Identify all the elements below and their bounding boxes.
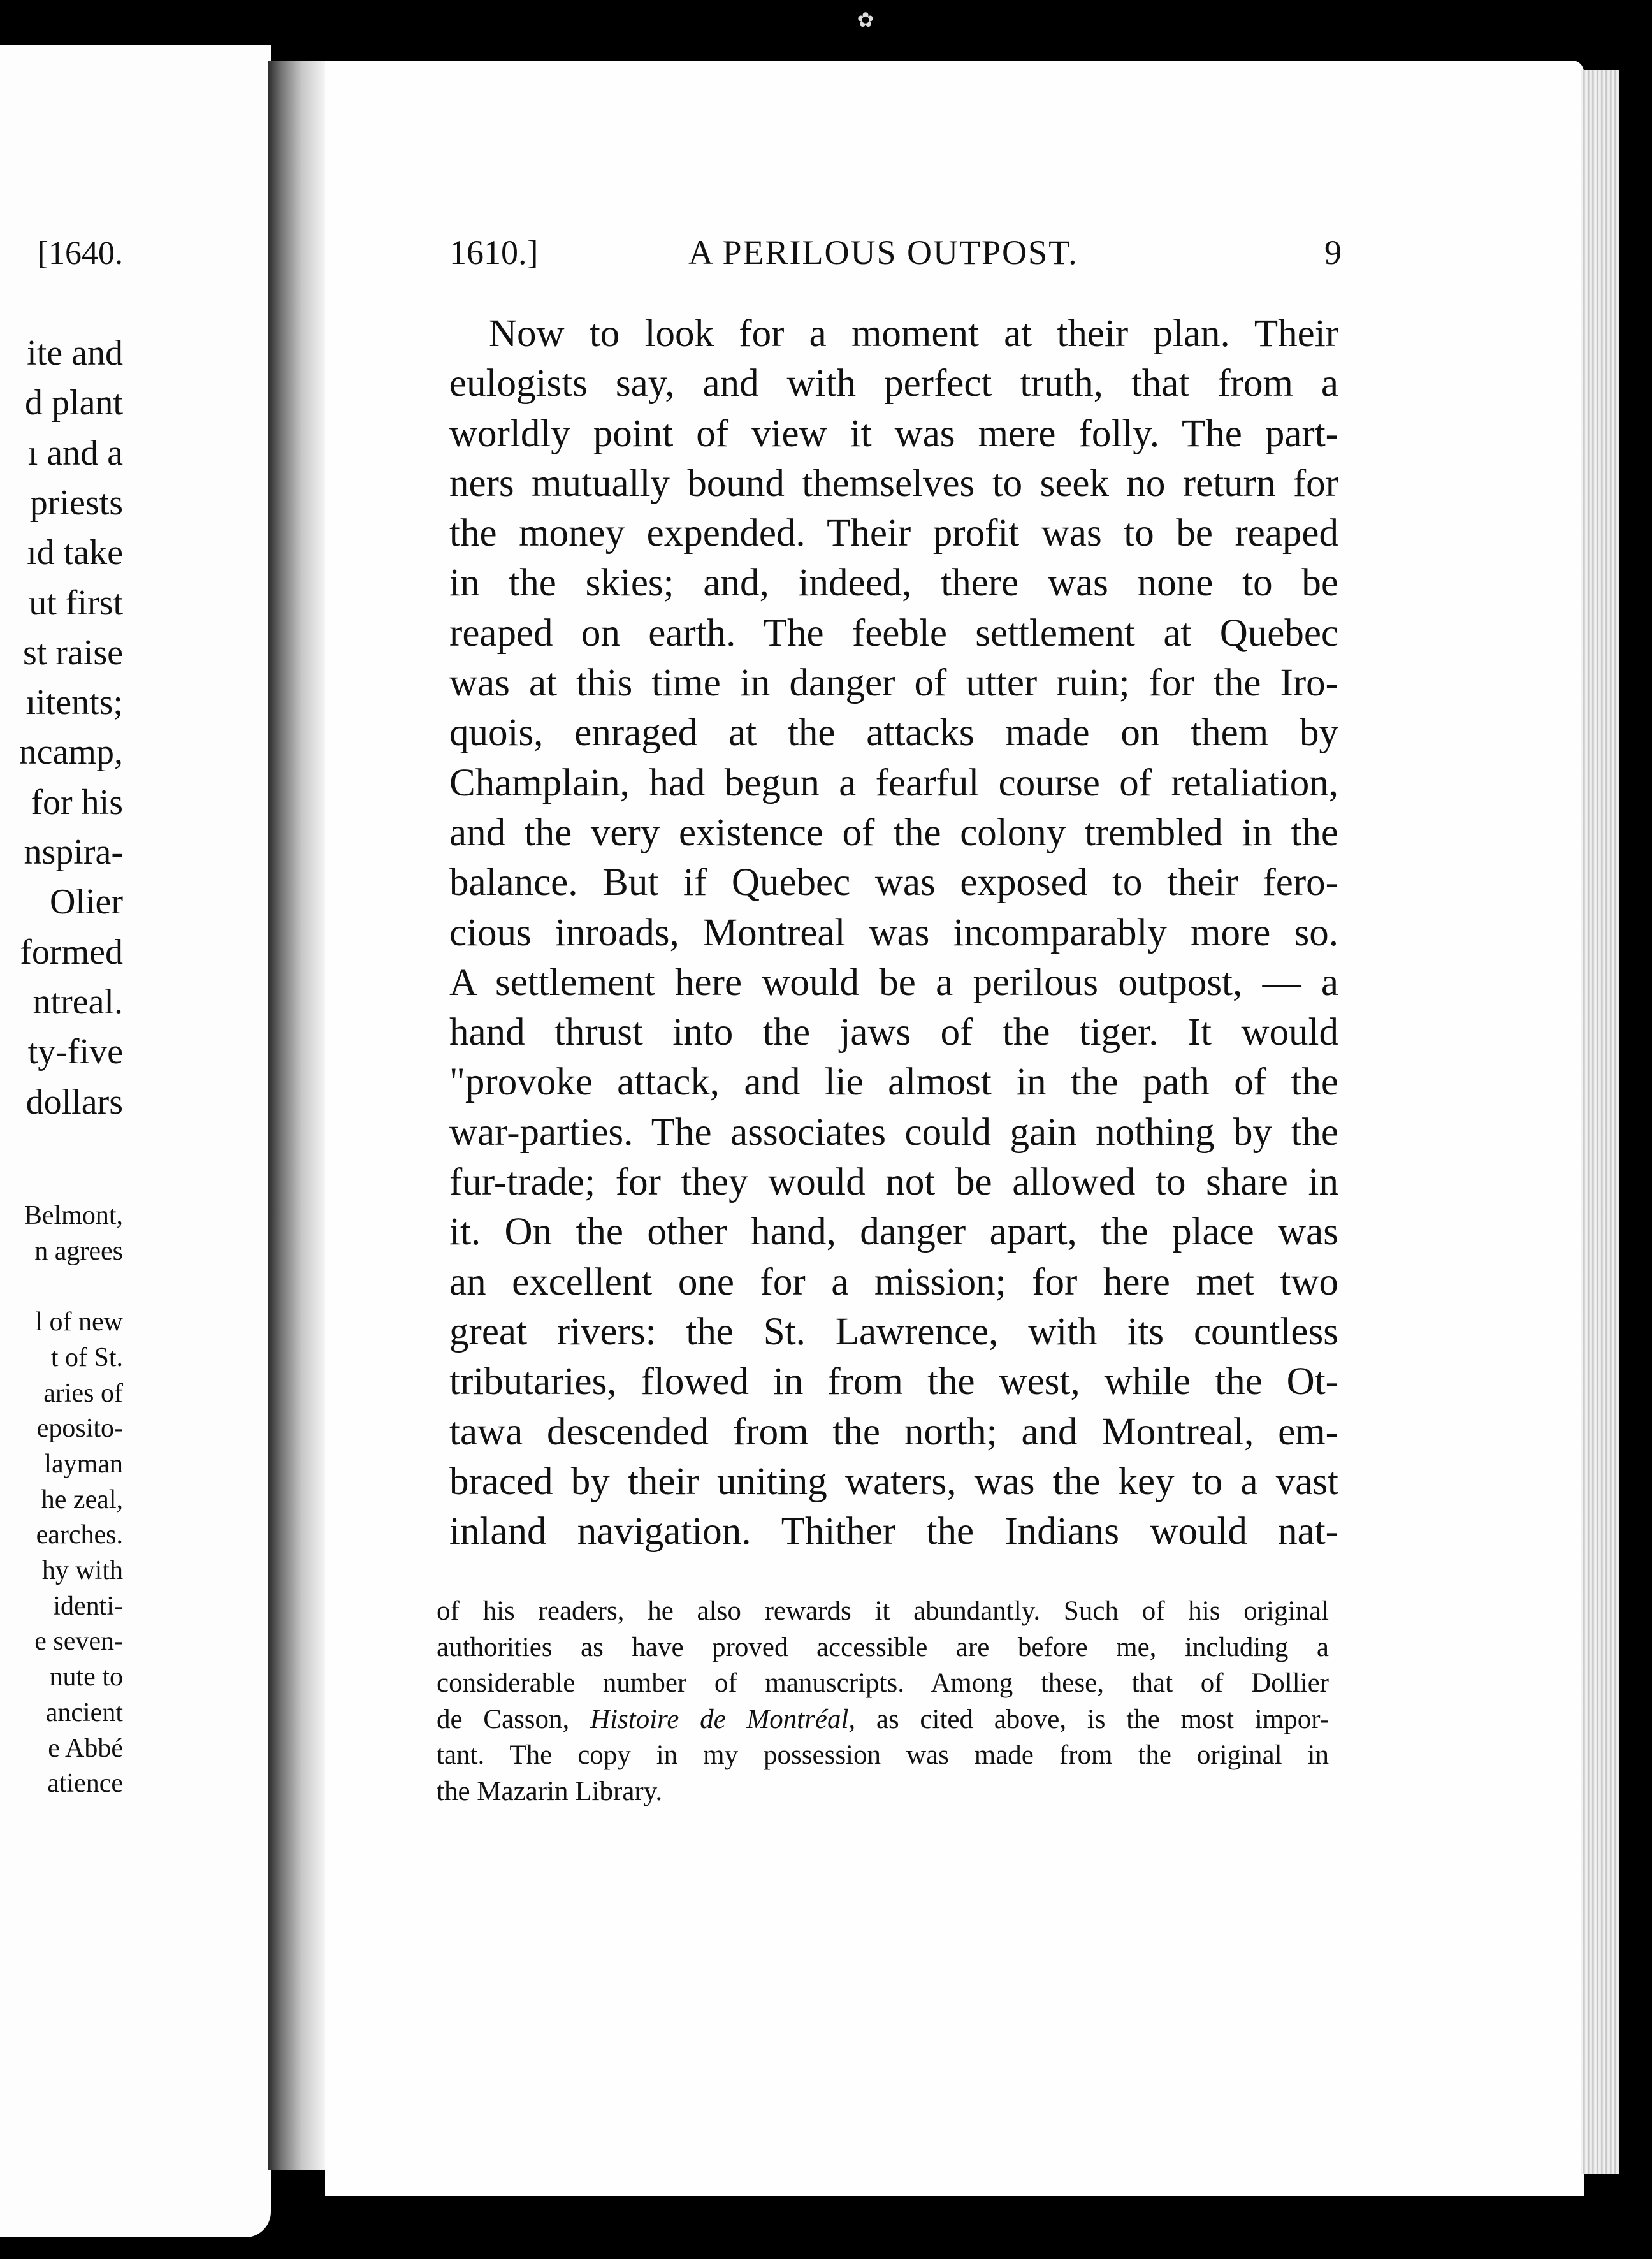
left-text-line: ncamp, — [18, 732, 123, 773]
running-head — [449, 233, 1342, 290]
text-line: and the very existence of the colony trembled in the — [449, 811, 1338, 854]
body-text — [449, 309, 1338, 1557]
left-text-line: d plant — [25, 383, 123, 423]
left-text-line: ıitents; — [25, 683, 123, 723]
text-line: eulogists say, and with perfect truth, that from a — [449, 362, 1338, 405]
left-text-line: for his — [31, 782, 123, 822]
left-footnote-line: e Abbé — [48, 1733, 123, 1763]
text-line: "provoke attack, and lie almost in the path of the — [449, 1061, 1338, 1104]
text-line: quois, enraged at the attacks made on them by — [449, 711, 1338, 755]
left-text-line: Olier — [49, 882, 123, 922]
left-text-line: formed — [20, 932, 123, 972]
text-line: tawa descended from the north; and Montreal, em- — [449, 1410, 1338, 1453]
header-year: 1610.] — [449, 233, 539, 272]
left-footnote-line: layman — [44, 1449, 123, 1479]
footnote — [437, 1594, 1329, 1810]
text-line: Now to look for a moment at their plan. Their — [489, 312, 1338, 355]
footnote-line: tant. The copy in my possession was made from the original in — [437, 1740, 1329, 1770]
left-footnote-line: hy with — [41, 1556, 123, 1585]
left-footnote-line: he zeal, — [41, 1485, 123, 1514]
text-line: war-parties. The associates could gain nothing by the — [449, 1110, 1338, 1154]
left-footnote-line: e seven- — [34, 1627, 123, 1657]
left-footnote-line: l of new — [35, 1307, 123, 1337]
left-text-line: ite and — [27, 333, 123, 373]
left-footnote-line: t of St. — [50, 1342, 123, 1372]
left-footnote-line: earches. — [36, 1520, 123, 1550]
text-line: the money expended. Their profit was to be reaped — [449, 512, 1338, 555]
left-text-line: st raise — [22, 632, 123, 672]
left-footnote-line: ancient — [45, 1697, 123, 1727]
text-line: was at this time in danger of utter ruin; for the Iro- — [449, 662, 1338, 705]
left-footnote-line: n agrees — [34, 1236, 123, 1266]
book-gutter — [268, 61, 325, 2170]
left-text-line: dollars — [25, 1082, 123, 1122]
text-line: balance. But if Quebec was exposed to their fero- — [449, 861, 1338, 904]
footnote-line: considerable number of manuscripts. Among these, that of Dollier — [437, 1668, 1329, 1698]
footnote-line: of his readers, he also rewards it abundantly. Such of his original — [437, 1596, 1329, 1626]
page-number: 9 — [1324, 233, 1342, 272]
left-text-line: ıd take — [27, 533, 123, 573]
text-line: in the skies; and, indeed, there was none to be — [449, 562, 1338, 605]
text-line: tributaries, flowed in from the west, while the Ot- — [449, 1360, 1338, 1404]
left-text-line: nspira- — [24, 832, 123, 872]
left-text-line: ut first — [29, 583, 123, 623]
left-facing-page — [0, 45, 271, 2237]
left-text-line: ntreal. — [33, 982, 123, 1022]
footnote-text: de Casson, — [437, 1704, 591, 1734]
text-line: great rivers: the St. Lawrence, with its countless — [449, 1310, 1338, 1353]
text-line: cious inroads, Montreal was incomparably more so. — [449, 911, 1338, 954]
footnote-line: authorities as have proved accessible are before me, including a — [437, 1632, 1329, 1662]
top-ornament-icon: ✿ — [857, 8, 874, 31]
footnote-text: as cited above, is the most impor- — [855, 1704, 1329, 1734]
left-text-line: priests — [29, 483, 123, 523]
text-line: ners mutually bound themselves to seek no return for — [449, 461, 1338, 505]
left-footnote-line: atience — [47, 1769, 123, 1799]
footnote-line — [437, 1702, 1329, 1738]
text-line: hand thrust into the jaws of the tiger. It would — [449, 1011, 1338, 1054]
text-line: fur-trade; for they would not be allowed to share in — [449, 1161, 1338, 1204]
header-title: A PERILOUS OUTPOST. — [688, 233, 1078, 272]
book-title: Histoire de Montréal, — [590, 1704, 856, 1734]
left-footnote-line: identi- — [53, 1591, 123, 1621]
left-text-line: ty-five — [27, 1032, 123, 1072]
text-line: Champlain, had begun a fearful course of retaliation, — [449, 761, 1338, 804]
left-footnote-line: aries of — [43, 1378, 123, 1408]
left-footnote-line: nute to — [49, 1662, 123, 1692]
text-line: an excellent one for a mission; for here met two — [449, 1260, 1338, 1304]
text-line: braced by their uniting waters, was the key to a vast — [449, 1460, 1338, 1503]
text-line: A settlement here would be a perilous outpost, — a — [449, 961, 1338, 1004]
left-footnote-line: eposito- — [36, 1414, 123, 1444]
text-line: it. On the other hand, danger apart, the place was — [449, 1210, 1338, 1254]
footnote-line: the Mazarin Library. — [437, 1776, 663, 1806]
left-page-header: [1640. — [37, 235, 123, 272]
left-footnote-line: Belmont, — [24, 1201, 123, 1230]
text-line: inland navigation. Thither the Indians would nat- — [449, 1510, 1338, 1553]
text-line: worldly point of view it was mere folly. The part- — [449, 412, 1338, 455]
text-line: reaped on earth. The feeble settlement at Quebec — [449, 611, 1338, 655]
page-edges — [1581, 70, 1619, 2174]
left-text-line: ı and a — [27, 433, 123, 473]
